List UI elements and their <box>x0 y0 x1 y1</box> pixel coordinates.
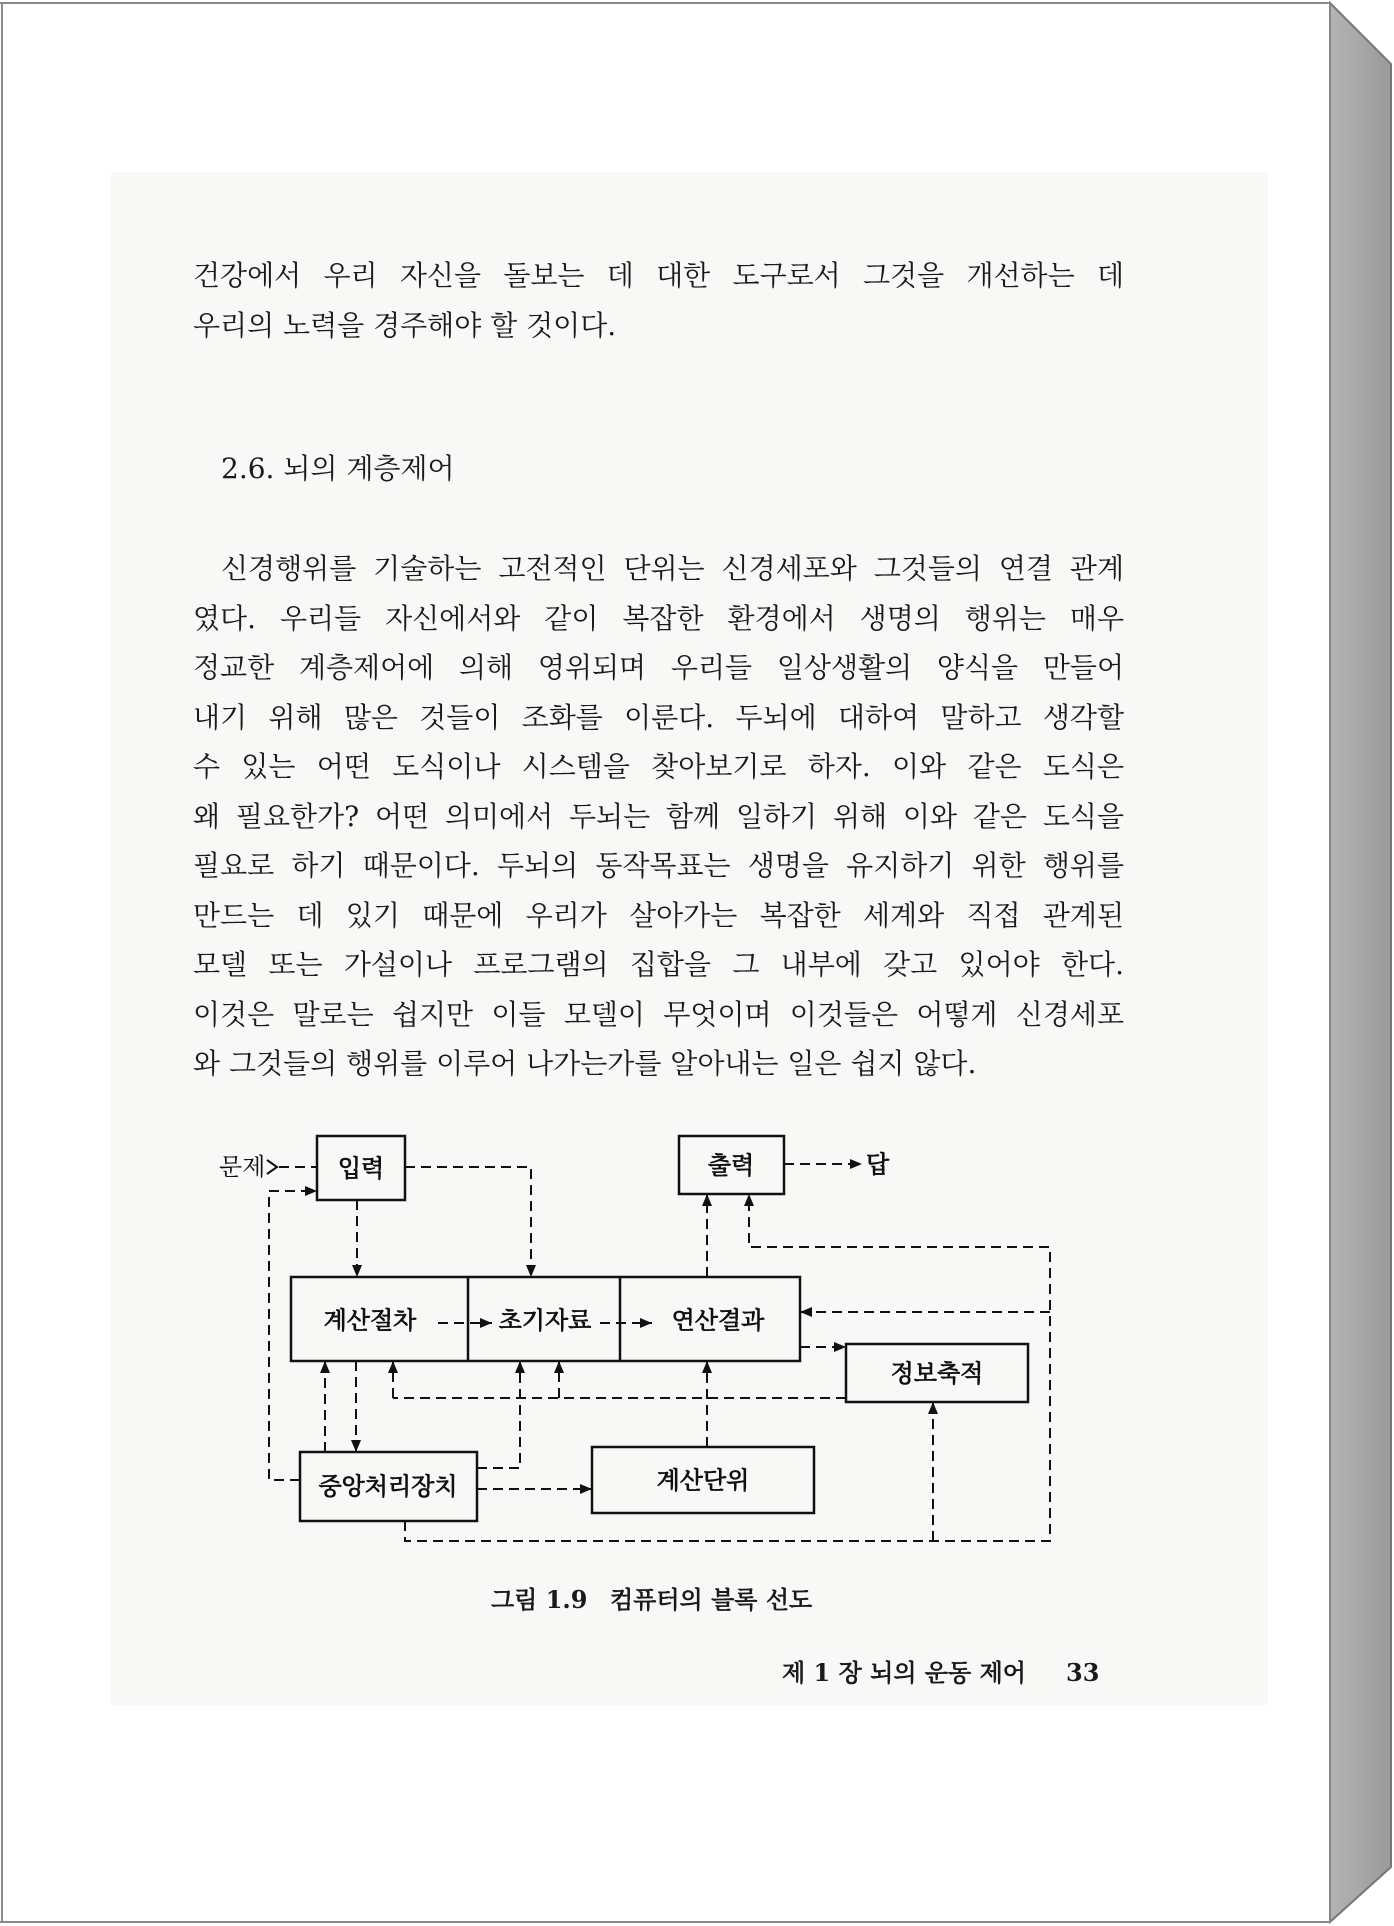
storage-node <box>846 1344 1028 1402</box>
running-head: 제 1 장 뇌의 운동 제어 <box>782 1658 1026 1687</box>
arrow-cpu-to-initial-data <box>477 1361 520 1468</box>
page-edge <box>1330 3 1391 1922</box>
block-diagram <box>200 1110 1100 1560</box>
processing-row <box>291 1277 800 1361</box>
input-label: 입력 <box>337 1153 385 1183</box>
top-paragraph <box>193 251 1124 350</box>
problem-label: 문제 <box>219 1153 266 1181</box>
paragraph-line: 만드는 데 있기 때문에 우리가 살아가는 복잡한 세계와 직접 관계된 <box>193 898 1124 932</box>
paragraph-line: 모델 또는 가설이나 프로그램의 집합을 그 내부에 갖고 있어야 한다. <box>193 948 1124 981</box>
input-node <box>317 1136 405 1200</box>
result-label: 연산결과 <box>671 1305 765 1335</box>
storage-label: 정보축적 <box>890 1358 984 1388</box>
paragraph-line: 왜 필요한가? 어떤 의미에서 두뇌는 함께 일하기 위해 이와 같은 도식을 <box>193 799 1124 833</box>
output-label: 출력 <box>707 1150 755 1180</box>
paragraph-line: 이것은 말로는 쉽지만 이들 모델이 무엇이며 이것들은 어떻게 신경세포 <box>193 997 1124 1031</box>
paragraph-line: 였다. 우리들 자신에서와 같이 복잡한 환경에서 생명의 행위는 매우 <box>193 601 1124 635</box>
problem-chevron <box>267 1160 277 1174</box>
arrow-input-to-initial-data <box>405 1167 531 1277</box>
cpu-label: 중앙처리장치 <box>318 1471 458 1501</box>
figure-caption-title: 컴퓨터의 블록 선도 <box>610 1585 813 1614</box>
paragraph-line: 정교한 계층제어에 의해 영위되며 우리들 일상생활의 양식을 만들어 <box>193 651 1124 684</box>
figure-caption-label: 그림 1.9 <box>491 1585 588 1614</box>
paragraph-line: 수 있는 어떤 도식이나 시스템을 찾아보기로 하자. 이와 같은 도식은 <box>193 750 1124 783</box>
paragraph-line: 건강에서 우리 자신을 돌보는 데 대한 도구로서 그것을 개선하는 데 <box>193 259 1124 292</box>
output-node <box>679 1136 784 1194</box>
compute-unit-node <box>592 1447 814 1513</box>
paragraph-line: 필요로 하기 때문이다. 두뇌의 동작목표는 생명을 유지하기 위한 행위를 <box>193 849 1124 882</box>
paragraph-line: 와 그것들의 행위를 이루어 나가는가를 알아내는 일은 쉽지 않다. <box>193 1047 977 1080</box>
initial-data-label: 초기자료 <box>498 1305 592 1335</box>
arrow-cpu-to-input-loop <box>269 1191 317 1480</box>
compute-unit-label: 계산단위 <box>656 1465 750 1495</box>
cpu-node <box>300 1452 477 1521</box>
page-number: 33 <box>1066 1658 1100 1687</box>
body-paragraph <box>193 544 1124 1089</box>
paragraph-line: 신경행위를 기술하는 고전적인 단위는 신경세포와 그것들의 연결 관계 <box>221 552 1124 585</box>
procedure-label: 계산절차 <box>323 1305 417 1335</box>
section-heading: 2.6. 뇌의 계층제어 <box>221 452 455 485</box>
paragraph-line: 우리의 노력을 경주해야 할 것이다. <box>193 308 617 342</box>
paragraph-line: 내기 위해 많은 것들이 조화를 이룬다. 두뇌에 대하여 말하고 생각할 <box>193 700 1124 734</box>
answer-label: 답 <box>866 1149 890 1179</box>
